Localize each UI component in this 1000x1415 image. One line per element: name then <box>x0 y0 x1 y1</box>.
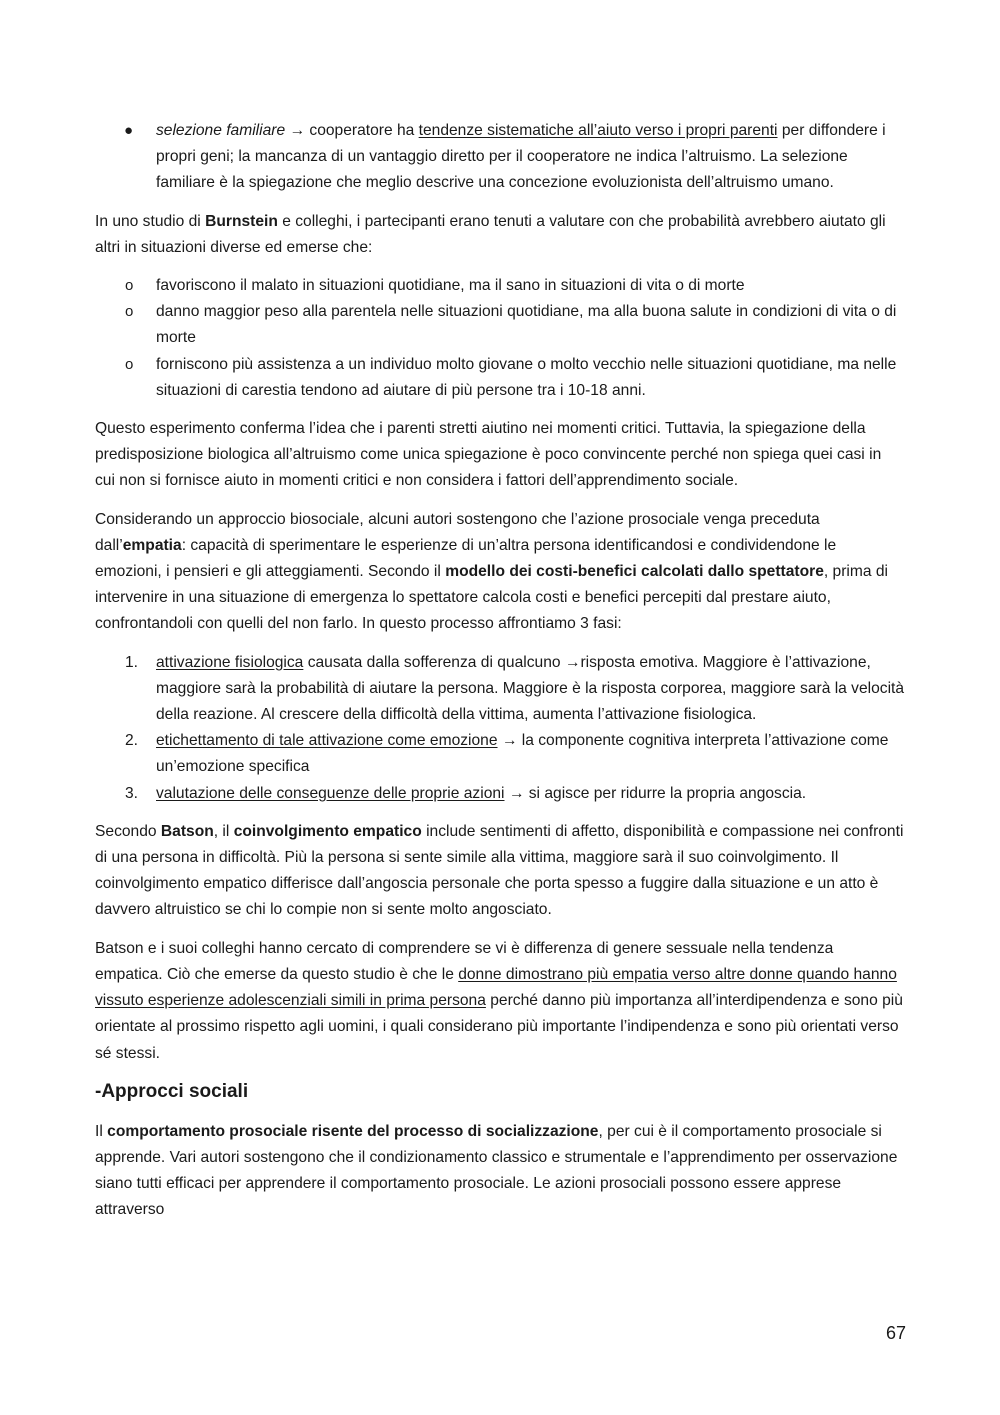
text-run: perché danno più importanza all’interdipendenza e sono più orientate al prossimo rispetto agli uomini, i quali considerano più importante l’indipendenza e sono più orientati verso sé stessi. <box>95 992 903 1062</box>
underlined-text: donne dimostrano più empatia verso altre donne quando hanno vissuto esperienze adolescenziali simili in prima persona <box>95 965 897 1010</box>
paragraph-social <box>95 1119 905 1224</box>
paragraph-gender <box>95 936 905 1067</box>
text-run: , prima di intervenire in una situazione di emergenza lo spettatore calcola costi e benefici percepiti dal prestare aiuto, confrontandoli con quelli del non farlo. In questo processo affrontiamo 3 fasi: <box>95 563 889 633</box>
bold-text: Burnstein <box>205 212 278 230</box>
list-item <box>95 781 905 807</box>
text-run: , per cui è il comportamento prosociale si apprende. Vari autori sostengono che il condizionamento classico e strumentale e l’apprendimento per osservazione siano tutti efficaci per apprendere il comportamento prosociale. Le azioni prosociali possono essere apprese attraverso <box>95 1122 898 1219</box>
circle-bullet-icon: o <box>125 355 134 373</box>
text-run: In uno studio di <box>95 212 206 230</box>
text-run: Il <box>95 1122 108 1140</box>
text-run: , il <box>213 822 234 840</box>
term-selezione-familiare: selezione familiare <box>156 122 286 139</box>
page-number: 67 <box>885 1323 906 1343</box>
text-run: → la componente cognitiva interpreta l’attivazione come un’emozione specifica <box>156 732 889 776</box>
bullet-list <box>95 118 905 197</box>
list-item <box>95 728 905 780</box>
text-run: causata dalla sofferenza di qualcuno →risposta emotiva. Maggiore è l’attivazione, maggiore sarà la probabilità di aiutare la persona. Maggiore è la risposta corporea, maggiore sarà la velocità della reazione. Al crescere della difficoltà della vittima, aumenta l’attivazione fisiologica. <box>156 653 905 724</box>
bold-text: comportamento prosociale risente del processo di socializzazione <box>107 1122 599 1140</box>
text-run: → cooperatore ha <box>285 122 419 139</box>
list-number: 1. <box>125 653 139 671</box>
underlined-text: attivazione fisiologica <box>156 653 304 671</box>
list-item <box>95 273 905 299</box>
list-number: 2. <box>125 732 139 750</box>
text-run: → si agisce per ridurre la propria angoscia. <box>504 784 807 802</box>
text-run: include sentimenti di affetto, disponibilità e compassione nei confronti di una persona in difficoltà. Più la persona si sente simile alla vittima, maggiore sarà il suo coinvolgimento. Il coinvolgimento empatico differisce dall’angoscia personale che porta spesso a fuggire dalla situazione e un atto è davvero altruistico se chi lo compie non si sente molto angosciato. <box>95 822 904 919</box>
section-heading: -Approcci sociali <box>95 1080 249 1102</box>
text-run: Batson e i suoi colleghi hanno cercato di comprendere se vi è differenza di genere sessuale nella tendenza empatica. Ciò che emerse da questo studio è che le <box>95 939 834 983</box>
circle-bullet-icon: o <box>125 277 134 295</box>
list-item <box>95 299 905 351</box>
bold-text: modello dei costi-benefici calcolati dallo spettatore <box>445 563 824 581</box>
bullet-icon: ● <box>124 122 134 139</box>
list-number: 3. <box>125 784 139 802</box>
bold-text: Batson <box>160 822 214 840</box>
text-run: Considerando un approccio biosociale, alcuni autori sostengono che l’azione prosociale venga preceduta dall’ <box>95 510 820 554</box>
list-item-text: danno maggior peso alla parentela nelle situazioni quotidiane, ma alla buona salute in condizioni di vita o di morte <box>156 303 897 347</box>
list-item <box>95 118 905 197</box>
list-item-text: favoriscono il malato in situazioni quotidiane, ma il sano in situazioni di vita o di morte <box>156 277 745 295</box>
circle-bullet-icon: o <box>125 303 134 321</box>
phases-list <box>95 650 905 807</box>
page-content <box>95 118 905 1236</box>
list-item <box>95 650 905 729</box>
list-item-text: forniscono più assistenza a un individuo molto giovane o molto vecchio nelle situazioni quotidiane, ma nelle situazioni di carestia tendono ad aiutare di più persone tra i 10-18 anni. <box>156 355 897 399</box>
findings-list <box>95 273 905 404</box>
underlined-text: etichettamento di tale attivazione come emozione <box>156 732 498 750</box>
paragraph-experiment: Questo esperimento conferma l’idea che i parenti stretti aiutino nei momenti critici. Tuttavia, la spiegazione della predisposizione biologica all’altruismo come unica spiegazione è poco convincente perché non spiega quei casi in cui non si fornisce aiuto in momenti critici e non considera i fattori dell’apprendimento sociale. <box>95 420 882 490</box>
paragraph-burnstein <box>95 209 905 261</box>
text-run: Secondo <box>95 822 161 840</box>
bold-text: coinvolgimento empatico <box>233 822 422 840</box>
text-run: : capacità di sperimentare le esperienze di un’altra persona identificandosi e condividendone le emozioni, i pensieri e gli atteggiamenti. Secondo il <box>95 536 837 581</box>
paragraph-empathy <box>95 507 905 638</box>
underlined-text: tendenze sistematiche all’aiuto verso i propri parenti <box>418 122 778 139</box>
text-run: e colleghi, i partecipanti erano tenuti a valutare con che probabilità avrebbero aiutato gli altri in situazioni diverse ed emerse che: <box>95 212 886 256</box>
list-item <box>95 352 905 404</box>
paragraph-batson <box>95 819 905 924</box>
underlined-text: valutazione delle conseguenze delle proprie azioni <box>156 784 505 802</box>
bold-text: empatia <box>122 536 182 554</box>
text-run: per diffondere i propri geni; la mancanza di un vantaggio diretto per il cooperatore ne indica l’altruismo. La selezione familiare è la spiegazione che meglio descrive una concezione evoluzionista dell’altruismo umano. <box>156 122 886 192</box>
